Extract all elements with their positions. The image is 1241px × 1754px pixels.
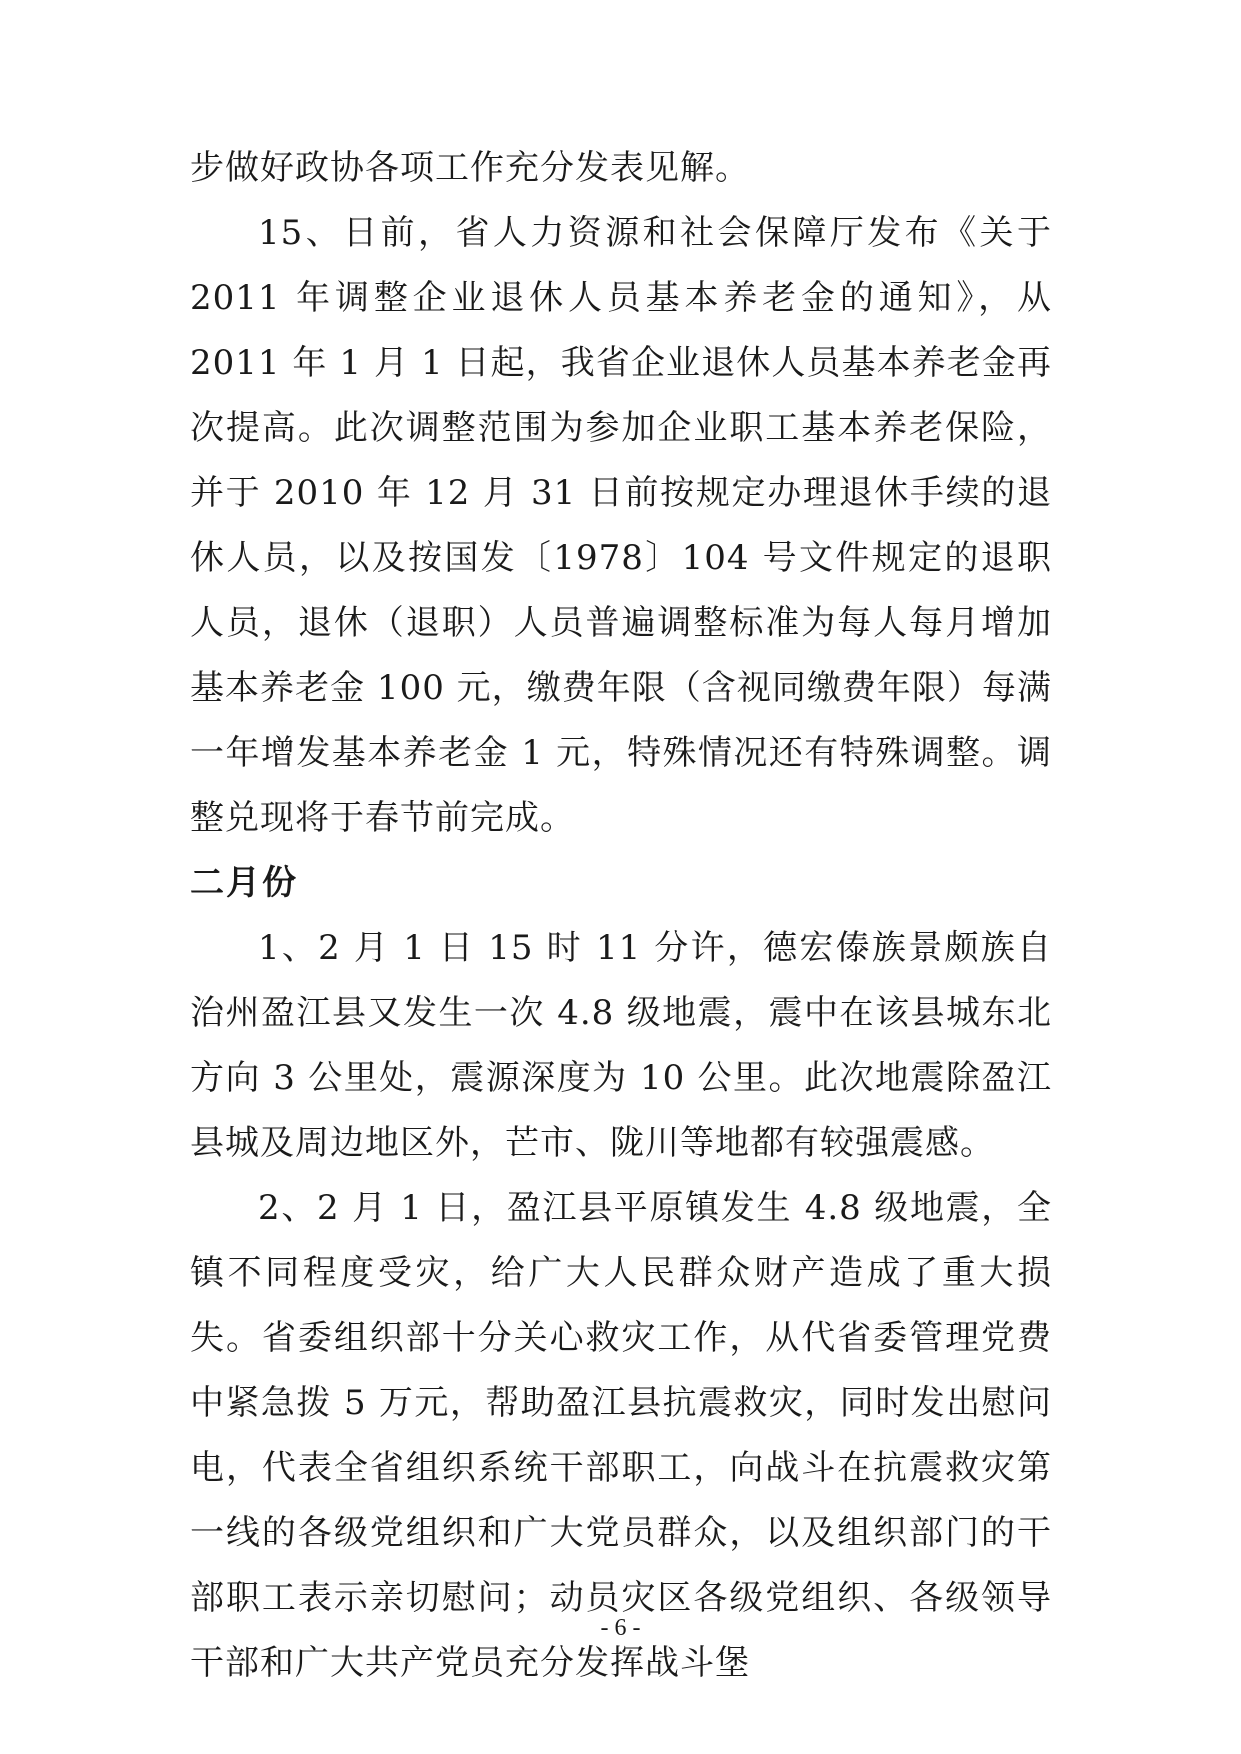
paragraph-item-15: 15、日前，省人力资源和社会保障厅发布《关于 2011 年调整企业退休人员基本养老金的通知》，从 2011 年 1 月 1 日起，我省企业退休人员基本养老金再次提高。此次调整范围为参加企业职工基本养老保险，并于 2010 年 12 月 31 日前按规定办理退休手续的退休人员，以及按国发〔1978〕104 号文件规定的退职人员，退休（退职）人员普遍调整标准为每人每月增加基本养老金 100 元，缴费年限（含视同缴费年限）每满一年增发基本养老金 1 元，特殊情况还有特殊调整。调整兑现将于春节前完成。 — [190, 213, 1052, 838]
page-number: - 6 - — [600, 1615, 641, 1641]
body-text — [190, 136, 1052, 1696]
paragraph-item-2: 2、2 月 1 日，盈江县平原镇发生 4.8 级地震，全镇不同程度受灾，给广大人民群众财产造成了重大损失。省委组织部十分关心救灾工作，从代省委管理党费中紧急拨 5 万元，帮助盈江县抗震救灾，同时发出慰问电，代表全省组织系统干部职工，向战斗在抗震救灾第一线的各级党组织和广大党员群众，以及组织部门的干部职工表示亲切慰问；动员灾区各级党组织、各级领导干部和广大共产党员充分发挥战斗堡 — [190, 1188, 1052, 1683]
section-heading-february: 二月份 — [190, 863, 298, 903]
paragraph-item-1: 1、2 月 1 日 15 时 11 分许，德宏傣族景颇族自治州盈江县又发生一次 4.8 级地震，震中在该县城东北方向 3 公里处，震源深度为 10 公里。此次地震除盈江县城及周边地区外，芒市、陇川等地都有较强震感。 — [190, 928, 1052, 1163]
paragraph-continuation: 步做好政协各项工作充分发表见解。 — [190, 148, 750, 188]
